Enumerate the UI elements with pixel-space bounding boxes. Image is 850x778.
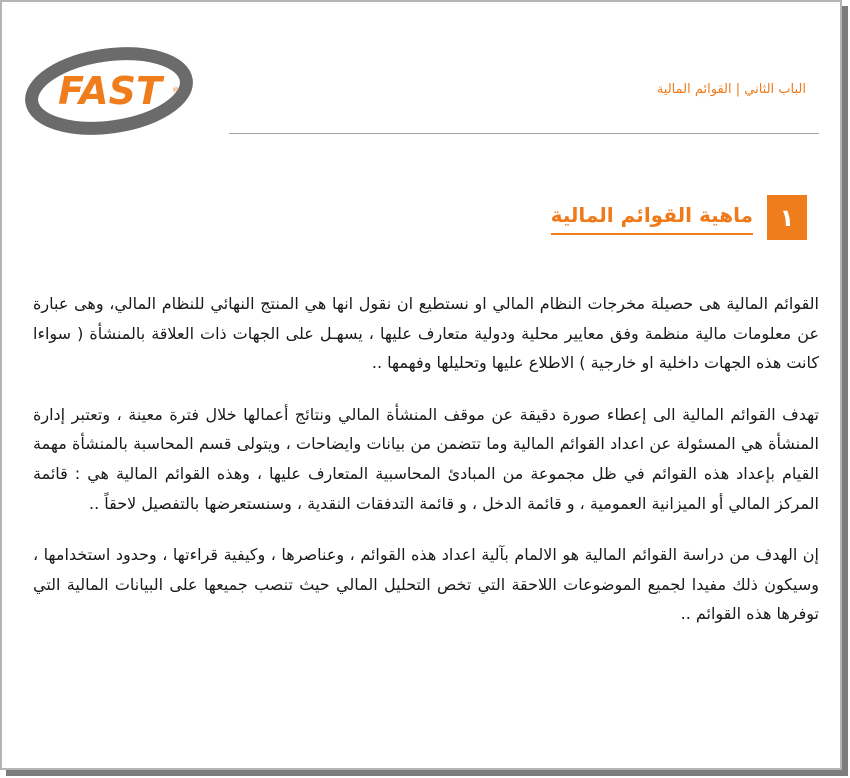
fast-logo-graphic bbox=[22, 40, 197, 138]
section-title: ماهية القوائم المالية bbox=[550, 202, 753, 227]
paragraph: تهدف القوائم المالية الى إعطاء صورة دقيقة عن موقف المنشأة المالي ونتائج أعمالها خلال فترة معينة ، وتعتبر إدارة المنشأة هي المسئولة عن اعداد القوائم المالية وما تتضمن من بيانات وايضاحات ، ويتولى قسم المحاسبة بالمنشأة مهمة القيام بإعداد هذه القوائم في ظل مجموعة من المبادئ المحاسبية المتعارف عليها ، وهذه القوائم المالية هي : قائمة المركز المالي أو الميزانية العمومية ، و قائمة الدخل ، و قائمة التدفقات النقدية ، وسنستعرضها بالتفصيل لاحقاً .. bbox=[33, 404, 819, 513]
section-number-badge: ١ bbox=[767, 195, 807, 240]
section-heading bbox=[551, 195, 807, 240]
header-divider bbox=[229, 133, 819, 134]
body-text bbox=[33, 289, 819, 629]
logo-text: FAST bbox=[58, 69, 162, 113]
section-title-underline bbox=[551, 233, 753, 235]
breadcrumb: الباب الثاني | القوائم المالية bbox=[656, 82, 806, 97]
svg-text:®: ® bbox=[172, 86, 179, 94]
paragraph: إن الهدف من دراسة القوائم المالية هو الالمام بآلية اعداد هذه القوائم ، وعناصرها ، وكيفية قراءتها ، وحدود استخدامها ، وسيكون ذلك مفيدا لجميع الموضوعات اللاحقة التي تخص التحليل المالي حيث تنصب جميعها على البيانات المالية التي توفرها هذه القوائم .. bbox=[33, 545, 819, 624]
section-title-wrap bbox=[551, 195, 753, 240]
fast-logo bbox=[22, 40, 197, 138]
paragraph: القوائم المالية هى حصيلة مخرجات النظام المالي او نستطيع ان نقول انها هي المنتج النهائي للنظام المالي، وهى عبارة عن معلومات مالية منظمة وفق معايير محلية ودولية متعارف عليها ، يسهـل على الجهات ذات العلاقة بالمنشأة ( سواءا كانت هذه الجهات داخلية او خارجية ) الاطلاع عليها وتحليلها وفهمها .. bbox=[33, 294, 819, 373]
